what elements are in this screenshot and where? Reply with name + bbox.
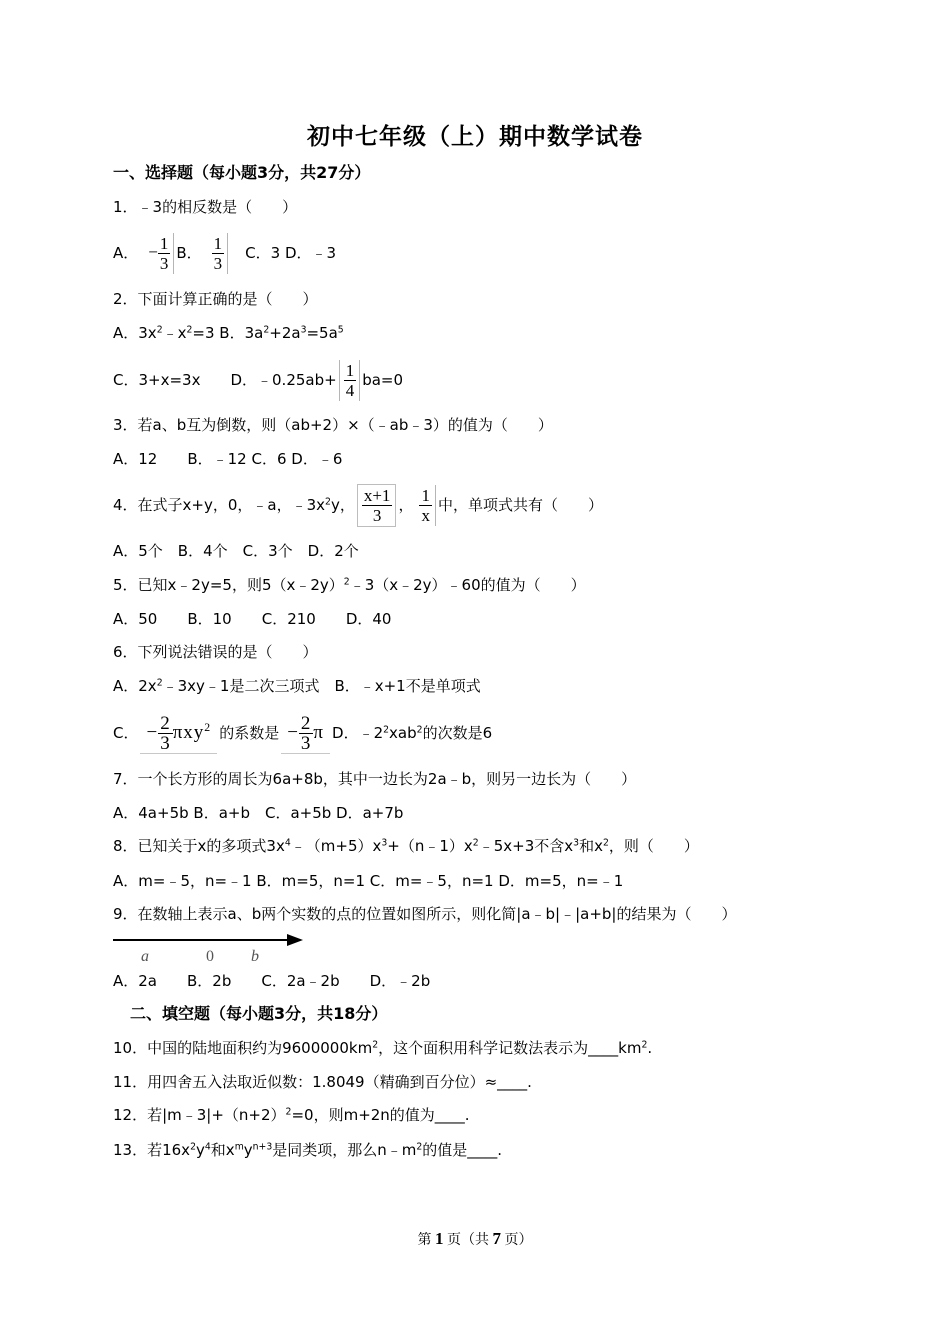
text-run: y， [330,496,355,514]
formula-image [357,484,397,527]
text-run: A．12 B．﹣12 C．6 D．﹣6 [113,450,343,468]
text-run: 12．若|m﹣3|+（n+2） [113,1106,286,1124]
text-run: ﹣（m+5）x [290,837,382,855]
text-run: ba=0 [362,371,404,389]
fraction [299,714,314,753]
question-10-stem [113,1038,652,1058]
question-6-options-ab [113,676,481,696]
text-run: 的系数是 [219,724,280,742]
fraction-numerator: 2 [160,712,171,734]
text-run: ﹣3xy﹣1是二次三项式 B．﹣x+1不是单项式 [162,677,481,695]
fraction [212,234,225,273]
text-run: 7．一个长方形的周长为6a+8b，其中一边长为2a﹣b，则另一边长为（ ） [113,770,637,788]
question-5-options [113,609,391,629]
question-3-stem [113,415,553,435]
text-run: +（n﹣1）x [387,837,473,855]
formula-image [339,360,361,401]
text-run: 13．若16x [113,1141,191,1159]
question-8-options [113,871,623,891]
text-run: 10．中国的陆地面积约为9600000km [113,1039,373,1057]
question-12-stem [113,1105,470,1125]
text-run: . [647,1039,653,1057]
text-run: 4．在式子x+y，0，﹣a，﹣3x [113,496,326,514]
text-run: − [148,242,158,262]
page-footer [0,1228,950,1252]
text-run: A．3x [113,324,157,342]
question-1-options [113,230,336,276]
text-run: 3．若a、b互为倒数，则（ab+2）×（﹣ab﹣3）的值为（ ） [113,416,553,434]
question-2-stem [113,289,318,309]
text-run: − [146,721,159,743]
question-4-stem [113,482,603,528]
question-3-options [113,449,342,469]
text-run: C．3+x=3x D．﹣0.25ab+ [113,371,337,389]
superscript: 2 [156,324,163,336]
number-line-label-zero: 0 [206,948,214,965]
fraction-numerator: 1 [345,361,355,380]
superscript: 2 [186,324,193,336]
superscript: 3 [300,324,307,336]
text-run: π [313,721,325,743]
text-run: =5a [306,324,338,342]
superscript: 4 [284,837,291,849]
fraction-denominator: 4 [345,381,355,400]
fraction-denominator: 3 [372,506,382,525]
superscript: 2 [263,324,270,336]
text-run: C．3 D．﹣3 [230,244,337,262]
question-13-stem [113,1140,502,1160]
superscript: 2 [383,724,390,736]
text-run: C． [113,724,139,742]
text-run: ﹣x [162,324,187,342]
superscript: n+3 [252,1141,273,1153]
superscript: 2 [472,837,479,849]
text-run: B． [176,244,202,262]
question-6-options-cd [113,710,492,756]
text-run: 8．已知关于x的多项式3x [113,837,285,855]
text-run: ，则（ ） [608,837,699,855]
text-run: 中，单项式共有（ ） [437,496,603,514]
question-7-options [113,803,403,823]
number-line-label-a: a [141,948,149,965]
fraction [362,486,393,525]
fraction-numerator: 1 [213,234,223,253]
formula-image [140,714,217,754]
footer-page-number: 1 [435,1229,444,1248]
superscript: 2 [325,496,331,508]
text-run: 的值是____. [422,1141,503,1159]
formula-image [281,714,330,754]
superscript: 2 [602,837,609,849]
superscript: 2 [416,1141,423,1153]
text-run: 9．在数轴上表示a、b两个实数的点的位置如图所示，则化简|a﹣b|﹣|a+b|的结果为（ ） [113,905,737,923]
question-11-stem [113,1072,532,1092]
text-run: =3 B．3a [192,324,264,342]
question-2-options-cd [113,357,403,403]
fraction-numerator: 2 [300,712,312,734]
text-run: 1．﹣3的相反数是（ ） [113,198,298,216]
text-run: A．m=﹣5，n=﹣1 B．m=5，n=1 C．m=﹣5，n=1 D．m=5，n=﹣1 [113,872,624,890]
superscript: 2 [343,576,350,588]
question-4-options [113,541,359,561]
number-line-arrow [287,934,303,946]
question-8-stem [113,836,699,856]
text-run: 是同类项，那么n﹣m [272,1141,417,1159]
superscript: 2 [416,724,423,736]
superscript: 2 [156,677,163,689]
footer-label-before: 第 [417,1233,435,1248]
text-run: D．﹣2 [332,724,384,742]
number-line-label-b: b [251,948,259,965]
text-run: 2．下面计算正确的是（ ） [113,290,318,308]
text-run: ﹣3（x﹣2y）﹣60的值为（ ） [349,576,586,594]
text-run: A．2a B．2b C．2a﹣2b D．﹣2b [113,972,431,990]
fraction-numerator: 1 [159,234,169,253]
superscript: 3 [573,837,580,849]
superscript: 2 [190,1141,196,1153]
text-run: 和x [210,1141,235,1159]
fraction-denominator: 3 [300,732,312,754]
text-run: y [195,1141,205,1159]
formula-image [144,233,174,274]
formula-image [415,485,436,526]
footer-total-pages: 7 [492,1229,501,1248]
text-run: − [287,721,299,743]
superscript: 4 [204,1141,211,1153]
text-run: 和x [579,837,603,855]
question-5-stem [113,575,586,595]
text-run: 的次数是6 [422,724,493,742]
superscript: 2 [372,1039,379,1051]
section-heading-fill-in: 二、填空题（每小题3分，共18分） [130,1004,388,1023]
section-heading-multiple-choice: 一、选择题（每小题3分，共27分） [113,163,371,182]
footer-label-after: 页） [501,1233,533,1248]
superscript: 2 [641,1039,648,1051]
fraction [344,361,357,400]
exam-title: 初中七年级（上）期中数学试卷 [307,124,643,150]
text-run: ﹣5x+3不含x [478,837,574,855]
text-run: y [243,1141,253,1159]
text-run: A．4a+5b B．a+b C．a+5b D．a+7b [113,804,404,822]
question-7-stem [113,769,636,789]
superscript: 2 [285,1106,292,1118]
question-6-stem [113,642,318,662]
fraction-denominator: 3 [159,254,169,273]
question-2-options-ab [113,323,344,343]
fraction [158,234,171,273]
text-run: 5．已知x﹣2y=5，则5（x﹣2y） [113,576,344,594]
fraction-denominator: 3 [213,254,223,273]
superscript: 5 [337,324,344,336]
text-run: 6．下列说法错误的是（ ） [113,643,318,661]
text-run: =0，则m+2n的值为____. [291,1106,470,1124]
text-run: ， [398,496,414,514]
text-run: xab [389,724,417,742]
question-1-stem [113,197,297,217]
fraction-denominator: 3 [160,732,171,754]
fraction-numerator: 1 [421,486,430,505]
question-9-stem [113,904,736,924]
question-9-options [113,971,430,991]
text-run: A．5个 B．4个 C．3个 D．2个 [113,542,359,560]
text-run: ，这个面积用科学记数法表示为____km [378,1039,642,1057]
superscript: m [234,1141,244,1153]
superscript: 2 [204,720,212,734]
fraction [158,714,173,753]
superscript: 3 [381,837,388,849]
fraction-numerator: x+1 [363,486,391,505]
text-run: πxy [172,721,205,743]
text-run: A．2x [113,677,157,695]
fraction-denominator: x [421,506,430,525]
text-run: A．50 B．10 C．210 D．40 [113,610,392,628]
formula-image [208,233,229,274]
text-run: +2a [269,324,301,342]
footer-label-mid: 页（共 [443,1233,493,1248]
text-run: A． [113,244,139,262]
number-line-figure [113,928,308,968]
text-run: 11．用四舍五入法取近似数：1.8049（精确到百分位）≈____. [113,1073,532,1091]
fraction [419,486,432,525]
